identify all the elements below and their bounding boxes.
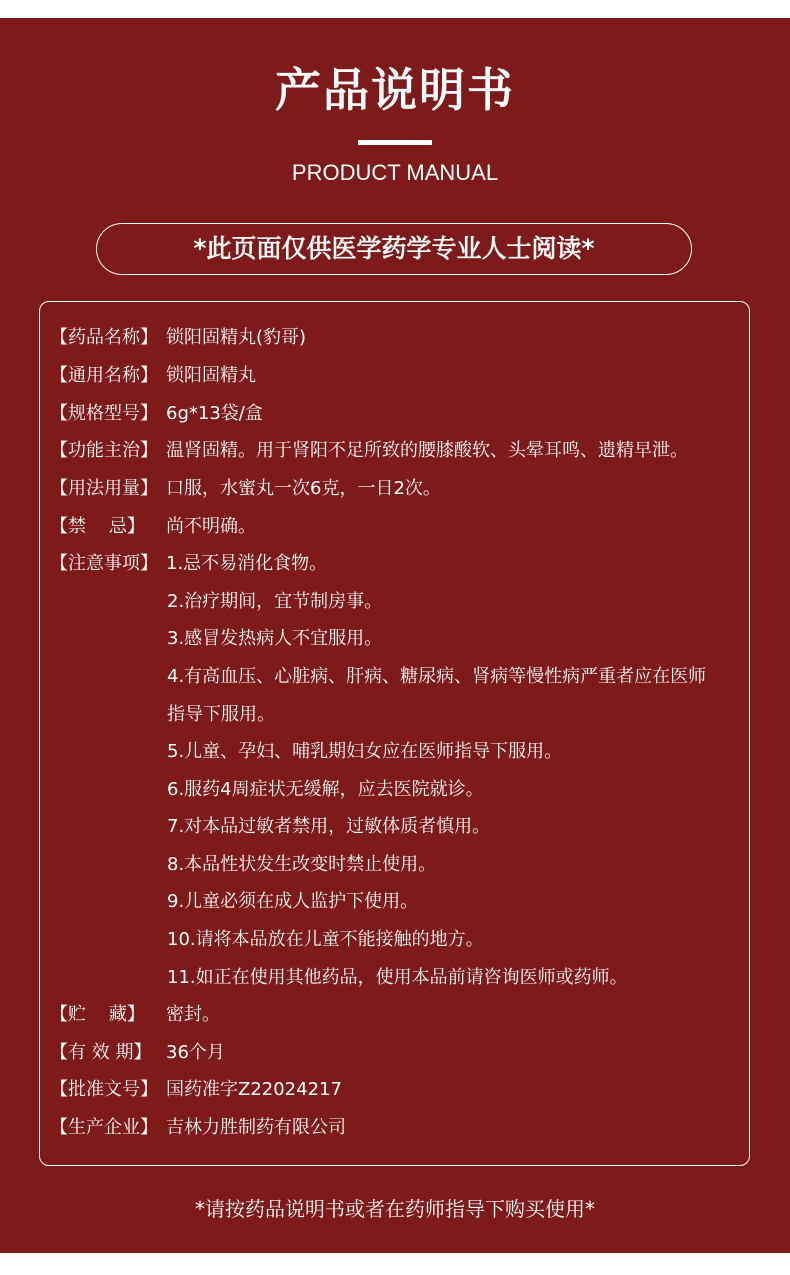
product-manual-page <box>0 18 790 1253</box>
precaution-item: 8.本品性状发生改变时禁止使用。 <box>167 854 437 875</box>
row-dosage <box>50 470 441 508</box>
row-storage <box>50 996 220 1034</box>
label-approval: 【批准文号】 <box>50 1079 158 1100</box>
value-generic-name: 锁阳固精丸 <box>166 365 256 386</box>
value-contraindications: 尚不明确。 <box>166 516 256 537</box>
precaution-item: 11.如正在使用其他药品，使用本品前请咨询医师或药师。 <box>167 967 628 988</box>
row-validity <box>50 1034 225 1072</box>
value-approval: 国药准字Z22024217 <box>166 1079 342 1100</box>
value-manufacturer: 吉林力胜制药有限公司 <box>166 1117 346 1138</box>
label-dosage: 【用法用量】 <box>50 478 158 499</box>
value-dosage: 口服，水蜜丸一次6克，一日2次。 <box>166 478 441 499</box>
label-precautions: 【注意事项】 <box>50 553 158 574</box>
precaution-item: 6.服药4周症状无缓解，应去医院就诊。 <box>167 779 484 800</box>
label-validity: 【有 效 期】 <box>50 1042 152 1063</box>
precaution-item: 1.忌不易消化食物。 <box>166 553 328 574</box>
professional-notice: *此页面仅供医学药学专业人士阅读* <box>96 223 692 275</box>
label-manufacturer: 【生产企业】 <box>50 1117 158 1138</box>
label-drug-name: 【药品名称】 <box>50 327 158 348</box>
page-subtitle: PRODUCT MANUAL <box>291 160 499 185</box>
precaution-item: 7.对本品过敏者禁用，过敏体质者慎用。 <box>167 816 491 837</box>
precaution-item: 3.感冒发热病人不宜服用。 <box>167 628 383 649</box>
value-drug-name: 锁阳固精丸(豹哥) <box>166 327 307 348</box>
precaution-item: 4.有高血压、心脏病、肝病、糖尿病、肾病等慢性病严重者应在医师 <box>167 666 707 687</box>
precaution-item: 2.治疗期间，宜节制房事。 <box>167 591 383 612</box>
manual-panel <box>39 301 750 1166</box>
label-specification: 【规格型号】 <box>50 403 158 424</box>
label-indications: 【功能主治】 <box>50 440 158 461</box>
label-generic-name: 【通用名称】 <box>50 365 158 386</box>
precaution-item: 5.儿童、孕妇、哺乳期妇女应在医师指导下服用。 <box>167 741 563 762</box>
title-underline <box>358 140 432 145</box>
purchase-notice: *请按药品说明书或者在药师指导下购买使用* <box>195 1197 595 1221</box>
value-validity: 36个月 <box>166 1042 225 1063</box>
page-title: 产品说明书 <box>275 63 515 117</box>
label-contraindications: 【禁 忌】 <box>50 516 145 537</box>
row-contraindications <box>50 508 256 546</box>
row-indications <box>50 432 688 470</box>
row-precautions <box>50 545 327 583</box>
precaution-item: 10.请将本品放在儿童不能接触的地方。 <box>167 929 484 950</box>
row-approval <box>50 1071 342 1109</box>
value-specification: 6g*13袋/盒 <box>166 403 263 424</box>
row-manufacturer <box>50 1109 346 1147</box>
row-drug-name <box>50 319 306 357</box>
value-storage: 密封。 <box>166 1004 220 1025</box>
value-indications: 温肾固精。用于肾阳不足所致的腰膝酸软、头晕耳鸣、遗精早泄。 <box>166 440 688 461</box>
row-generic-name <box>50 357 256 395</box>
label-storage: 【贮 藏】 <box>50 1004 145 1025</box>
precaution-item: 指导下服用。 <box>167 704 275 725</box>
precaution-item: 9.儿童必须在成人监护下使用。 <box>167 891 419 912</box>
row-specification <box>50 395 263 433</box>
